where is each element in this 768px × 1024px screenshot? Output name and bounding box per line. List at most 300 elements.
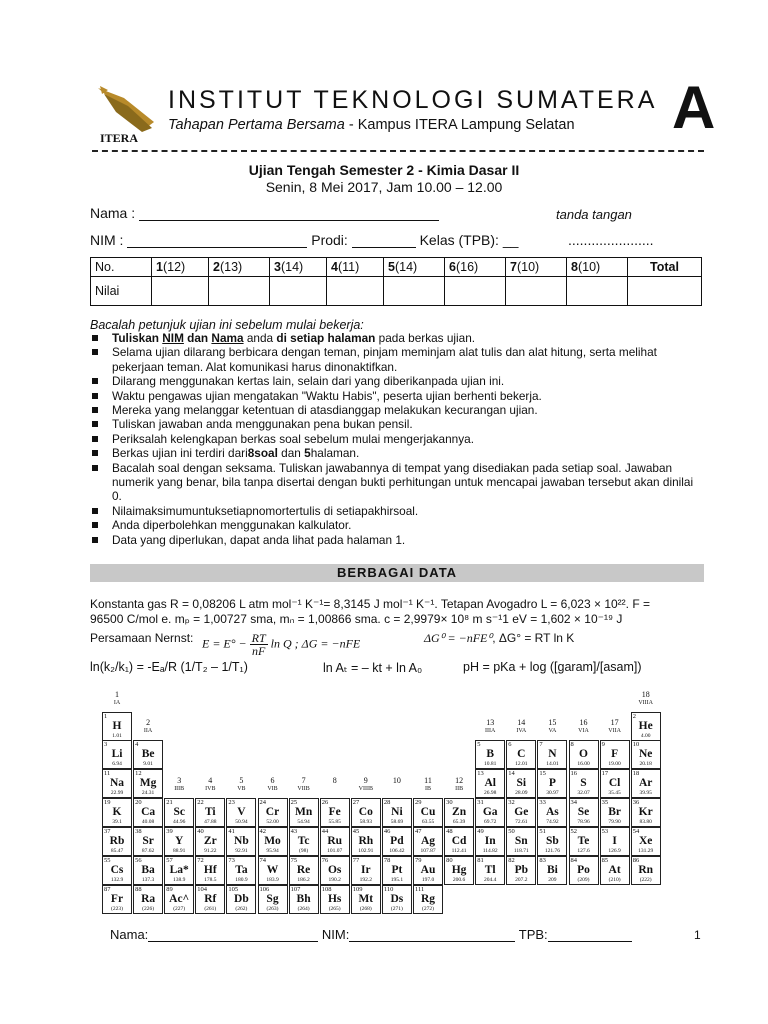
element-symbol: Li	[111, 748, 123, 760]
element-symbol: Si	[516, 777, 527, 789]
element-number: 80	[446, 857, 453, 864]
group-roman: VIIB	[297, 786, 310, 792]
element-tc	[289, 827, 319, 856]
element-number: 35	[601, 799, 609, 806]
group-roman: IIA	[143, 728, 153, 734]
group-header-15	[537, 718, 567, 736]
element-symbol: Sn	[514, 835, 528, 847]
element-number: 42	[259, 828, 266, 835]
element-number: 40	[197, 828, 204, 835]
group-roman: VIIIA	[638, 700, 654, 706]
element-number: 89	[166, 886, 173, 893]
element-symbol: Pt	[391, 864, 403, 876]
element-mass: 178.5	[204, 877, 217, 883]
element-symbol: Na	[109, 777, 125, 789]
exam-title: Ujian Tengah Semester 2 - Kimia Dasar II	[248, 162, 520, 178]
nim-row	[90, 232, 518, 248]
element-symbol: Zr	[203, 835, 217, 847]
group-number: 10	[392, 776, 401, 785]
element-rf	[195, 885, 225, 914]
element-ne	[631, 740, 661, 769]
element-br	[600, 798, 630, 827]
element-mass: 87.62	[141, 848, 155, 854]
group-header-7	[289, 776, 319, 794]
element-symbol: H	[112, 720, 122, 732]
element-f	[600, 740, 630, 769]
signature-dots[interactable]: ......................	[568, 232, 654, 248]
element-db	[226, 885, 256, 914]
element-mass: (261)	[204, 906, 217, 912]
element-ag	[413, 827, 443, 856]
element-number: 18	[632, 770, 640, 777]
element-zr	[195, 827, 225, 856]
group-header-12	[444, 776, 474, 794]
element-ir	[351, 856, 381, 885]
element-symbol: Sg	[266, 893, 279, 905]
score-no-label: No.	[91, 258, 152, 277]
group-header-9	[351, 776, 381, 794]
nim-label: NIM :	[90, 232, 124, 248]
score-cell[interactable]	[506, 277, 567, 306]
group-number: 11	[424, 776, 432, 785]
logo-text: ITERA	[100, 131, 139, 145]
element-number: 79	[415, 857, 422, 864]
group-number: 5	[239, 776, 244, 785]
element-mass: (271)	[390, 906, 403, 912]
element-bi	[537, 856, 567, 885]
group-header-13	[475, 718, 505, 736]
element-number: 20	[135, 799, 142, 806]
element-mass: 200.6	[452, 877, 466, 883]
group-roman: IVB	[205, 786, 216, 792]
element-symbol: Ni	[391, 806, 403, 818]
element-mass: 114.82	[482, 848, 498, 854]
tanda-tangan-label: tanda tangan	[556, 207, 632, 222]
element-number: 29	[415, 799, 422, 806]
element-mass: 55.85	[328, 819, 341, 825]
element-k	[102, 798, 132, 827]
group-header-5	[226, 776, 256, 794]
element-number: 41	[228, 828, 235, 835]
element-mass: (226)	[142, 906, 155, 912]
nernst-equation: E = E° − $\frac{RT}{nF}$ ln Q ; ΔG = −nFE	[202, 631, 361, 658]
element-number: 37	[104, 828, 111, 835]
element-symbol: V	[237, 806, 246, 818]
element-tl	[475, 856, 505, 885]
score-total-label: Total	[628, 258, 702, 277]
element-symbol: Sr	[142, 835, 154, 847]
element-mass: (263)	[266, 906, 279, 912]
element-mass: 138.9	[173, 877, 186, 883]
element-mass: 132.9	[110, 877, 124, 883]
score-cell[interactable]	[327, 277, 384, 306]
instruction-item: Berkas ujian ini terdiri dari8soal dan 5halaman.	[90, 446, 705, 460]
element-symbol: Nb	[234, 835, 249, 847]
score-col-2: 2(13)	[209, 258, 270, 277]
element-y	[164, 827, 194, 856]
element-number: 73	[228, 857, 235, 864]
element-symbol: Cs	[110, 864, 124, 876]
element-symbol: Be	[141, 748, 155, 760]
element-ra	[133, 885, 163, 914]
element-mass: 40.08	[141, 819, 155, 825]
element-mass: 78.96	[577, 819, 590, 825]
score-cell[interactable]	[445, 277, 506, 306]
element-symbol: Tl	[484, 864, 496, 876]
element-mass: 127.6	[577, 848, 590, 854]
element-mass: (268)	[359, 906, 372, 912]
kelas-field[interactable]: __	[502, 232, 519, 248]
element-cl	[600, 769, 630, 798]
instruction-item: Selama ujian dilarang berbicara dengan teman, pinjam meminjam alat tulis dan alat hitung, serta melihat pekerjaan teman. Alat komunikasi harus dinonaktifkan.	[90, 345, 705, 374]
element-mass: 58.69	[390, 819, 404, 825]
element-mass: 28.09	[515, 790, 528, 796]
element-se	[569, 798, 599, 827]
element-be	[133, 740, 163, 769]
element-cd	[444, 827, 474, 856]
element-symbol: Ne	[638, 748, 653, 760]
element-hf	[195, 856, 225, 885]
element-number: 14	[508, 770, 515, 777]
exam-date: Senin, 8 Mei 2017, Jam 10.00 – 12.00	[265, 179, 503, 195]
element-number: 77	[352, 857, 360, 864]
instruction-item: Anda diperbolehkan menggunakan kalkulator.	[90, 518, 705, 532]
element-mass: 47.88	[204, 819, 217, 825]
element-rn	[631, 856, 661, 885]
element-mass: (272)	[422, 906, 434, 912]
group-header-4	[195, 776, 225, 794]
group-number: 6	[270, 776, 275, 785]
element-number: 49	[477, 828, 484, 835]
element-mass: 121.76	[544, 848, 560, 854]
subtitle-campus: Kampus ITERA Lampung Selatan	[357, 117, 575, 133]
group-header-16	[569, 718, 599, 736]
arrhenius-equation: ln(k₂/k₁) = -Eₐ/R (1/T₂ – 1/T₁)	[90, 660, 248, 674]
element-symbol: In	[484, 835, 496, 847]
element-mass: 186.2	[297, 877, 310, 883]
footer-nama-label: Nama:	[110, 927, 149, 942]
element-symbol: B	[486, 748, 495, 760]
element-mn	[289, 798, 319, 827]
element-number: 81	[477, 857, 484, 864]
element-pd	[382, 827, 412, 856]
element-ac	[164, 885, 194, 914]
group-header-17	[600, 718, 630, 736]
element-symbol: Ba	[141, 864, 155, 876]
nama-field[interactable]	[139, 206, 439, 221]
score-cell[interactable]	[209, 277, 270, 306]
group-header-18	[631, 690, 661, 708]
element-sc	[164, 798, 194, 827]
element-symbol: S	[580, 777, 587, 789]
element-number: 22	[197, 799, 204, 806]
element-mass: 12.01	[515, 761, 528, 767]
group-roman: IB	[425, 786, 431, 792]
group-header-6	[258, 776, 288, 794]
header-divider	[92, 150, 704, 152]
element-o	[569, 740, 599, 769]
element-mass: 16.00	[577, 761, 590, 767]
element-co	[351, 798, 381, 827]
element-symbol: Rn	[638, 864, 654, 876]
score-total-cell[interactable]	[628, 277, 702, 306]
group-number: 4	[208, 776, 213, 785]
element-sn	[506, 827, 536, 856]
element-mass: 190.2	[328, 877, 341, 883]
element-mass: 106.42	[389, 848, 405, 854]
element-mass: 195.1	[390, 877, 404, 883]
element-number: 4	[135, 741, 139, 748]
kelas-label: Kelas (TPB):	[419, 232, 499, 248]
instructions-heading: Bacalah petunjuk ujian ini sebelum mulai bekerja:	[90, 318, 364, 332]
element-symbol: Se	[577, 806, 590, 818]
prodi-field[interactable]	[352, 233, 416, 248]
element-symbol: Po	[577, 864, 590, 876]
element-number: 8	[570, 741, 574, 748]
element-mass: 19.00	[608, 761, 621, 767]
instruction-item: Nilaimaksimumuntuksetiapnomortertulis di setiapakhirsoal.	[90, 504, 705, 518]
group-roman: VIIA	[608, 728, 621, 734]
element-mass: 207.2	[515, 877, 528, 883]
element-number: 108	[321, 886, 332, 893]
element-sr	[133, 827, 163, 856]
element-number: 83	[539, 857, 546, 864]
group-number: 2	[146, 718, 151, 727]
score-col-8: 8(10)	[567, 258, 628, 277]
element-mass: (98)	[299, 848, 309, 854]
element-re	[289, 856, 319, 885]
element-zn	[444, 798, 474, 827]
gibbs-equation: ΔG⁰ = −nFE⁰, ΔG° = RT ln K	[424, 631, 575, 645]
element-pb	[506, 856, 536, 885]
group-number: 18	[641, 690, 650, 699]
element-symbol: Cu	[420, 806, 436, 818]
element-number: 53	[601, 828, 609, 835]
instruction-item: Dilarang menggunakan kertas lain, selain dari yang diberikanpada ujian ini.	[90, 374, 705, 388]
element-mass: 9.01	[143, 761, 153, 767]
element-w	[258, 856, 288, 885]
element-symbol: At	[608, 864, 621, 876]
element-symbol: Rh	[358, 835, 374, 847]
element-symbol: Os	[327, 864, 342, 876]
element-ca	[133, 798, 163, 827]
footer-nama-field[interactable]	[148, 929, 318, 942]
element-symbol: Hs	[327, 893, 342, 905]
group-number: 16	[579, 718, 588, 727]
constants-line-1: Konstanta gas R = 0,08206 L atm mol⁻¹ K⁻¹= 8,3145 J mol⁻¹ K⁻¹. Tetapan Avogadro L = 6,023 × 10²². F =	[90, 597, 650, 611]
element-symbol: Ac^	[169, 893, 190, 905]
element-number: 109	[352, 886, 363, 893]
element-number: 78	[383, 857, 391, 864]
element-mass: 52.00	[266, 819, 279, 825]
element-ti	[195, 798, 225, 827]
element-mass: 101.07	[327, 848, 343, 854]
element-number: 106	[259, 886, 270, 893]
element-symbol: Ga	[482, 806, 498, 818]
element-mass: 88.91	[173, 848, 186, 854]
element-fe	[320, 798, 350, 827]
element-symbol: As	[546, 806, 559, 818]
element-number: 31	[477, 799, 484, 806]
element-number: 87	[104, 886, 111, 893]
element-c	[506, 740, 536, 769]
element-number: 44	[321, 828, 329, 835]
group-number: 15	[548, 718, 557, 727]
element-number: 6	[508, 741, 512, 748]
element-cr	[258, 798, 288, 827]
element-symbol: Co	[358, 806, 373, 818]
element-number: 30	[446, 799, 453, 806]
page-number: 1	[694, 928, 701, 942]
element-mo	[258, 827, 288, 856]
group-header-11	[413, 776, 443, 794]
element-mass: 180.9	[235, 877, 248, 883]
institution-name: INSTITUT TEKNOLOGI SUMATERA	[168, 86, 658, 114]
element-number: 85	[601, 857, 609, 864]
element-mass: 1.01	[112, 733, 122, 739]
score-cell[interactable]	[567, 277, 628, 306]
element-number: 1	[104, 713, 108, 720]
element-symbol: Fe	[328, 806, 341, 818]
element-mass: 107.87	[420, 848, 436, 854]
element-mass: 14.01	[546, 761, 559, 767]
element-number: 25	[290, 799, 298, 806]
score-nilai-label: Nilai	[91, 277, 152, 306]
element-mass: 209	[548, 877, 557, 883]
group-header-3	[164, 776, 194, 794]
element-symbol: Al	[484, 777, 496, 789]
element-symbol: Bi	[546, 864, 558, 876]
element-number: 56	[135, 857, 142, 864]
group-roman: IIB	[455, 786, 464, 792]
element-number: 12	[135, 770, 142, 777]
element-bh	[289, 885, 319, 914]
element-mass: 85.47	[110, 848, 124, 854]
element-he	[631, 712, 661, 741]
element-h	[102, 712, 132, 741]
footer-fields	[110, 927, 632, 942]
instruction-item: Tuliskan jawaban anda menggunakan pena bukan pensil.	[90, 417, 705, 431]
group-header-2	[133, 718, 163, 736]
element-mass: 102.91	[358, 848, 374, 854]
element-mass: 24.31	[141, 790, 155, 796]
element-mass: 137.3	[141, 877, 155, 883]
instruction-item: Waktu pengawas ujian mengatakan "Waktu Habis", peserta ujian berhenti bekerja.	[90, 389, 705, 403]
element-mass: 10.81	[484, 761, 497, 767]
element-mass: 69.72	[484, 819, 497, 825]
element-symbol: Cd	[451, 835, 467, 847]
element-hg	[444, 856, 474, 885]
institution-subtitle	[168, 117, 575, 133]
element-symbol: Ca	[141, 806, 156, 818]
element-mt	[351, 885, 381, 914]
element-symbol: Db	[234, 893, 249, 905]
element-symbol: F	[611, 748, 619, 760]
score-cell[interactable]	[270, 277, 327, 306]
element-symbol: Cr	[265, 806, 280, 818]
element-mass: (209)	[577, 877, 590, 883]
element-mass: 183.9	[266, 877, 279, 883]
element-symbol: Hf	[203, 864, 217, 876]
element-mass: 39.1	[112, 819, 122, 825]
element-symbol: Pd	[390, 835, 404, 847]
element-ds	[382, 885, 412, 914]
element-symbol: Sc	[173, 806, 185, 818]
element-mass: 4.00	[640, 733, 651, 739]
buffer-equation: pH = pKa + log ([garam]/[asam])	[463, 660, 642, 674]
group-number: 13	[486, 718, 495, 727]
element-symbol: Bh	[296, 893, 311, 905]
element-mass: (223)	[111, 906, 123, 912]
element-mass: 91.22	[204, 848, 217, 854]
element-symbol: Mn	[294, 806, 313, 818]
first-order-equation: ln Aₜ = – kt + ln A₀	[323, 661, 423, 675]
score-col-1: 1(12)	[152, 258, 209, 277]
element-number: 51	[539, 828, 546, 835]
element-number: 110	[383, 886, 394, 893]
element-number: 111	[415, 886, 425, 893]
nim-field[interactable]	[127, 233, 307, 248]
footer-nim-field[interactable]	[349, 929, 515, 942]
element-number: 2	[632, 713, 636, 720]
element-cu	[413, 798, 443, 827]
element-number: 54	[632, 828, 640, 835]
element-mass: 204.4	[484, 877, 497, 883]
element-li	[102, 740, 132, 769]
element-symbol: Cl	[608, 777, 621, 789]
element-rh	[351, 827, 381, 856]
element-mass: 22.99	[110, 790, 124, 796]
element-symbol: Ag	[420, 835, 436, 847]
element-symbol: Au	[420, 864, 436, 876]
group-roman: VIA	[578, 728, 589, 734]
score-cell[interactable]	[152, 277, 209, 306]
element-number: 16	[570, 770, 577, 777]
footer-tpb-field[interactable]	[548, 929, 632, 942]
element-number: 84	[570, 857, 577, 864]
element-n	[537, 740, 567, 769]
element-mass: 58.93	[359, 819, 372, 825]
element-symbol: O	[579, 748, 588, 760]
nernst-label: Persamaan Nernst:	[90, 631, 194, 645]
group-header-14	[506, 718, 536, 736]
element-mass: 30.97	[546, 790, 559, 796]
element-number: 34	[570, 799, 577, 806]
element-mass: 112.41	[451, 848, 467, 854]
group-header-1	[102, 690, 132, 708]
element-number: 28	[383, 799, 391, 806]
element-mg	[133, 769, 163, 798]
element-symbol: He	[638, 720, 653, 732]
element-mass: 54.94	[297, 819, 310, 825]
element-number: 76	[321, 857, 329, 864]
element-ge	[506, 798, 536, 827]
element-symbol: Ge	[514, 806, 529, 818]
element-i	[600, 827, 630, 856]
element-number: 15	[539, 770, 546, 777]
element-mass: 39.95	[639, 790, 652, 796]
score-cell[interactable]	[384, 277, 445, 306]
element-number: 36	[632, 799, 640, 806]
element-number: 47	[415, 828, 422, 835]
element-p	[537, 769, 567, 798]
element-hs	[320, 885, 350, 914]
element-symbol: Ti	[204, 806, 216, 818]
element-number: 52	[570, 828, 577, 835]
element-number: 57	[166, 857, 173, 864]
element-ar	[631, 769, 661, 798]
score-col-7: 7(10)	[506, 258, 567, 277]
